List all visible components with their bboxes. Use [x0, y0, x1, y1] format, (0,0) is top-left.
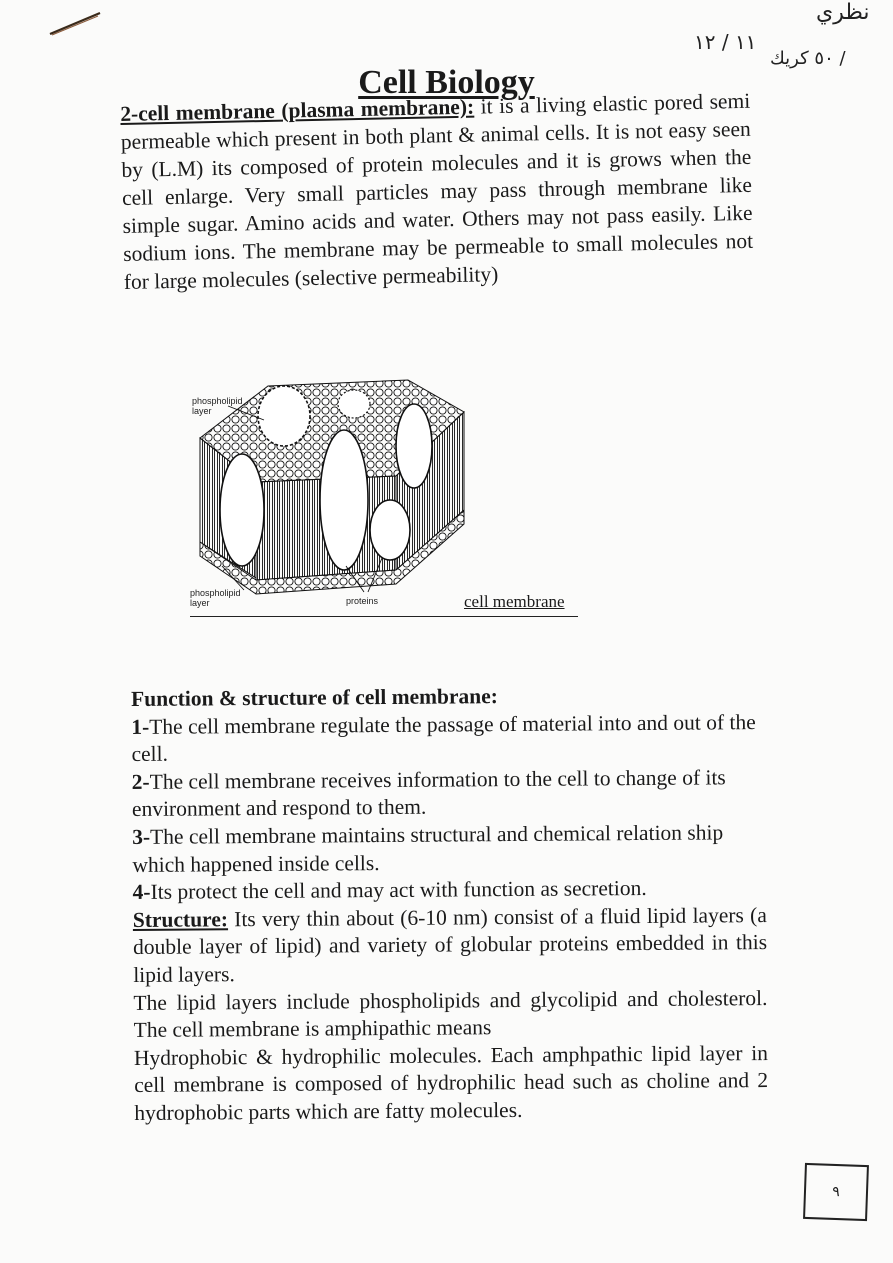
figure-baseline — [190, 616, 578, 617]
handwritten-note-right: ٥٠ كريك / — [770, 48, 846, 69]
function-item: 1-The cell membrane regulate the passage of material into and out of the cell. — [131, 709, 756, 767]
term-cell-membrane: 2-cell membrane (plasma membrane): — [120, 94, 475, 126]
label-phospholipid-bottom: phospholipid layer — [190, 588, 241, 608]
function-item: 3-The cell membrane maintains structural and chemical relation ship which happened inside cells. — [132, 820, 724, 877]
structure-label: Structure: — [132, 906, 229, 932]
function-structure-section — [131, 681, 768, 1127]
page-number: ٩ — [803, 1163, 869, 1221]
section-heading: Function & structure of cell membrane: — [131, 684, 498, 711]
cell-membrane-figure — [186, 370, 586, 622]
handwritten-date: ١١ / ١٢ — [694, 30, 757, 54]
function-item: 4-Its protect the cell and may act with function as secretion. — [132, 876, 647, 905]
page-title: Cell Biology — [358, 64, 535, 101]
lipid-layers-paragraph: The lipid layers include phospholipids and glycolipid and cholesterol. The cell membrane is amphipathic means — [133, 985, 768, 1043]
structure-paragraph: Structure: Its very thin about (6-10 nm) consist of a fluid lipid layers (a double layer of lipid) and variety of globular proteins embedded in this lipid layers. — [132, 902, 768, 987]
label-proteins: proteins — [346, 596, 379, 606]
function-item: 2-The cell membrane receives information to the cell to change of its environment and respond to them. — [131, 765, 726, 822]
intro-text: it is a living elastic pored semi permeable which present in both plant & animal cells. It is not easy seen by (L.M) its composed of protein molecules and it is grows when the cell enlarge. Very small particles may pass through membrane like simple sugar. Amino acids and water. Others may not pass easily. Like sodium ions. The membrane may be permeable to small molecules not for large molecules (selective permeability) — [120, 88, 754, 294]
figure-caption: cell membrane — [464, 592, 565, 611]
label-phospholipid-top: phospholipid layer — [192, 396, 243, 416]
intro-paragraph — [120, 87, 754, 296]
amphipathic-paragraph: Hydrophobic & hydrophilic molecules. Each amphpathic lipid layer in cell membrane is composed of hydrophilic head such as choline and 2 hydrophobic parts which are fatty molecules. — [133, 1040, 769, 1125]
handwritten-note-top: نظري — [816, 0, 870, 25]
pen-stroke-mark — [48, 10, 104, 38]
